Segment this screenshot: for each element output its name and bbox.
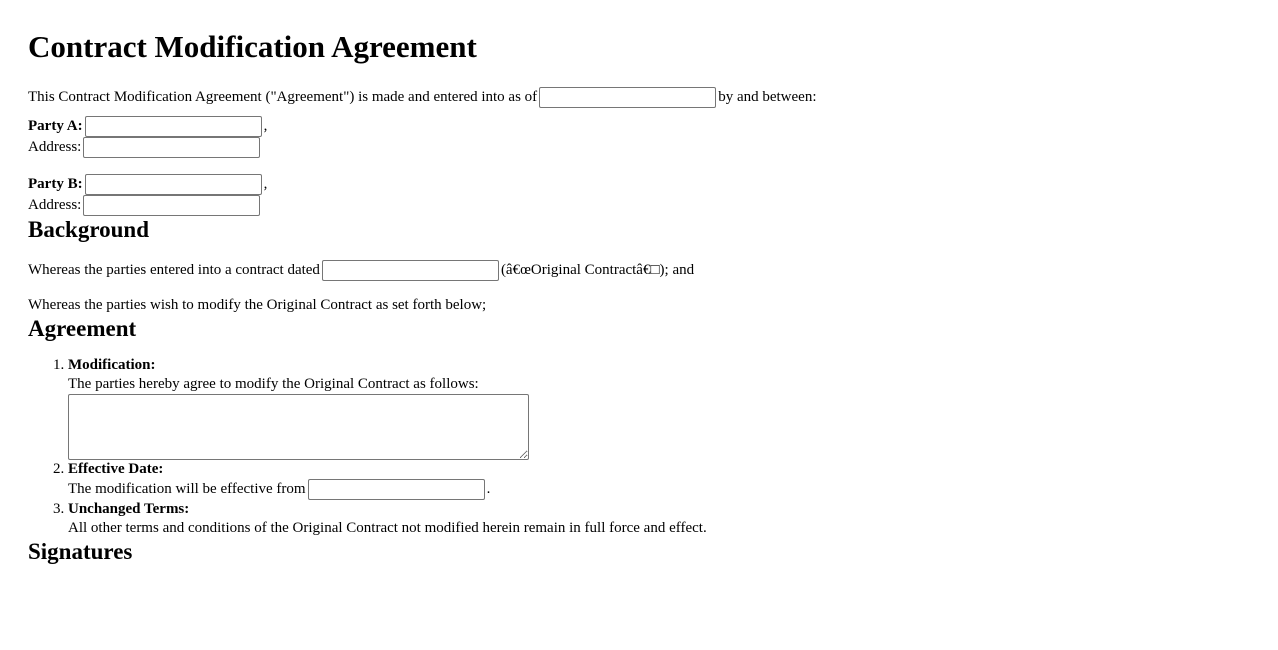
- background-heading: Background: [28, 217, 150, 243]
- effective-date-line: [68, 481, 490, 497]
- whereas-contract-text-after: (â€œOriginal Contractâ€□); and: [500, 262, 695, 279]
- term-unchanged-title: Unchanged Terms:: [68, 501, 190, 518]
- original-contract-date-input[interactable]: [322, 260, 499, 281]
- effective-date-text-before: The modification will be effective from: [68, 481, 306, 498]
- party-a-block: [28, 116, 1258, 158]
- intro-text-before: This Contract Modification Agreement ("Agreement") is made and entered into as of: [28, 89, 538, 105]
- page-title: Contract Modification Agreement: [28, 29, 477, 64]
- party-b-block: [28, 174, 1258, 216]
- term-modification-text: The parties hereby agree to modify the Original Contract as follows:: [68, 376, 479, 393]
- party-b-comma: ,: [263, 176, 268, 193]
- intro-paragraph: [28, 87, 1258, 108]
- effective-date-text-after: .: [486, 481, 491, 498]
- party-a-label: Party A:: [28, 118, 83, 135]
- document-content: [28, 0, 1258, 565]
- effective-date-input[interactable]: [308, 479, 485, 500]
- term-effective-date: [68, 460, 1258, 500]
- term-modification: [68, 356, 1258, 460]
- party-a-address-row: [28, 137, 1258, 158]
- whereas-contract-paragraph: [28, 260, 1258, 281]
- party-b-address-row: [28, 195, 1258, 216]
- modification-details-textarea[interactable]: [68, 394, 529, 460]
- party-a-address-label: Address:: [28, 139, 82, 156]
- whereas-contract-text-before: Whereas the parties entered into a contract dated: [28, 262, 320, 279]
- party-a-name-input[interactable]: [85, 116, 262, 137]
- agreement-terms-list: [28, 356, 1258, 538]
- intro-text-after: by and between:: [718, 89, 817, 105]
- party-b-address-input[interactable]: [83, 195, 260, 216]
- party-b-row: [28, 174, 1258, 195]
- party-b-name-input[interactable]: [85, 174, 262, 195]
- whereas-modify-paragraph: Whereas the parties wish to modify the Original Contract as set forth below;: [28, 297, 487, 314]
- term-modification-title: Modification:: [68, 357, 156, 374]
- agreement-heading: Agreement: [28, 316, 137, 342]
- signatures-heading: Signatures: [28, 539, 133, 565]
- party-b-address-label: Address:: [28, 197, 82, 214]
- party-a-address-input[interactable]: [83, 137, 260, 158]
- agreement-date-input[interactable]: [539, 87, 716, 108]
- term-effective-date-title: Effective Date:: [68, 461, 164, 478]
- term-unchanged-text: All other terms and conditions of the Original Contract not modified herein remain in full force and effect.: [68, 520, 707, 537]
- party-b-label: Party B:: [28, 176, 83, 193]
- party-a-row: [28, 116, 1258, 137]
- term-unchanged: [68, 500, 1258, 538]
- party-a-comma: ,: [263, 118, 268, 135]
